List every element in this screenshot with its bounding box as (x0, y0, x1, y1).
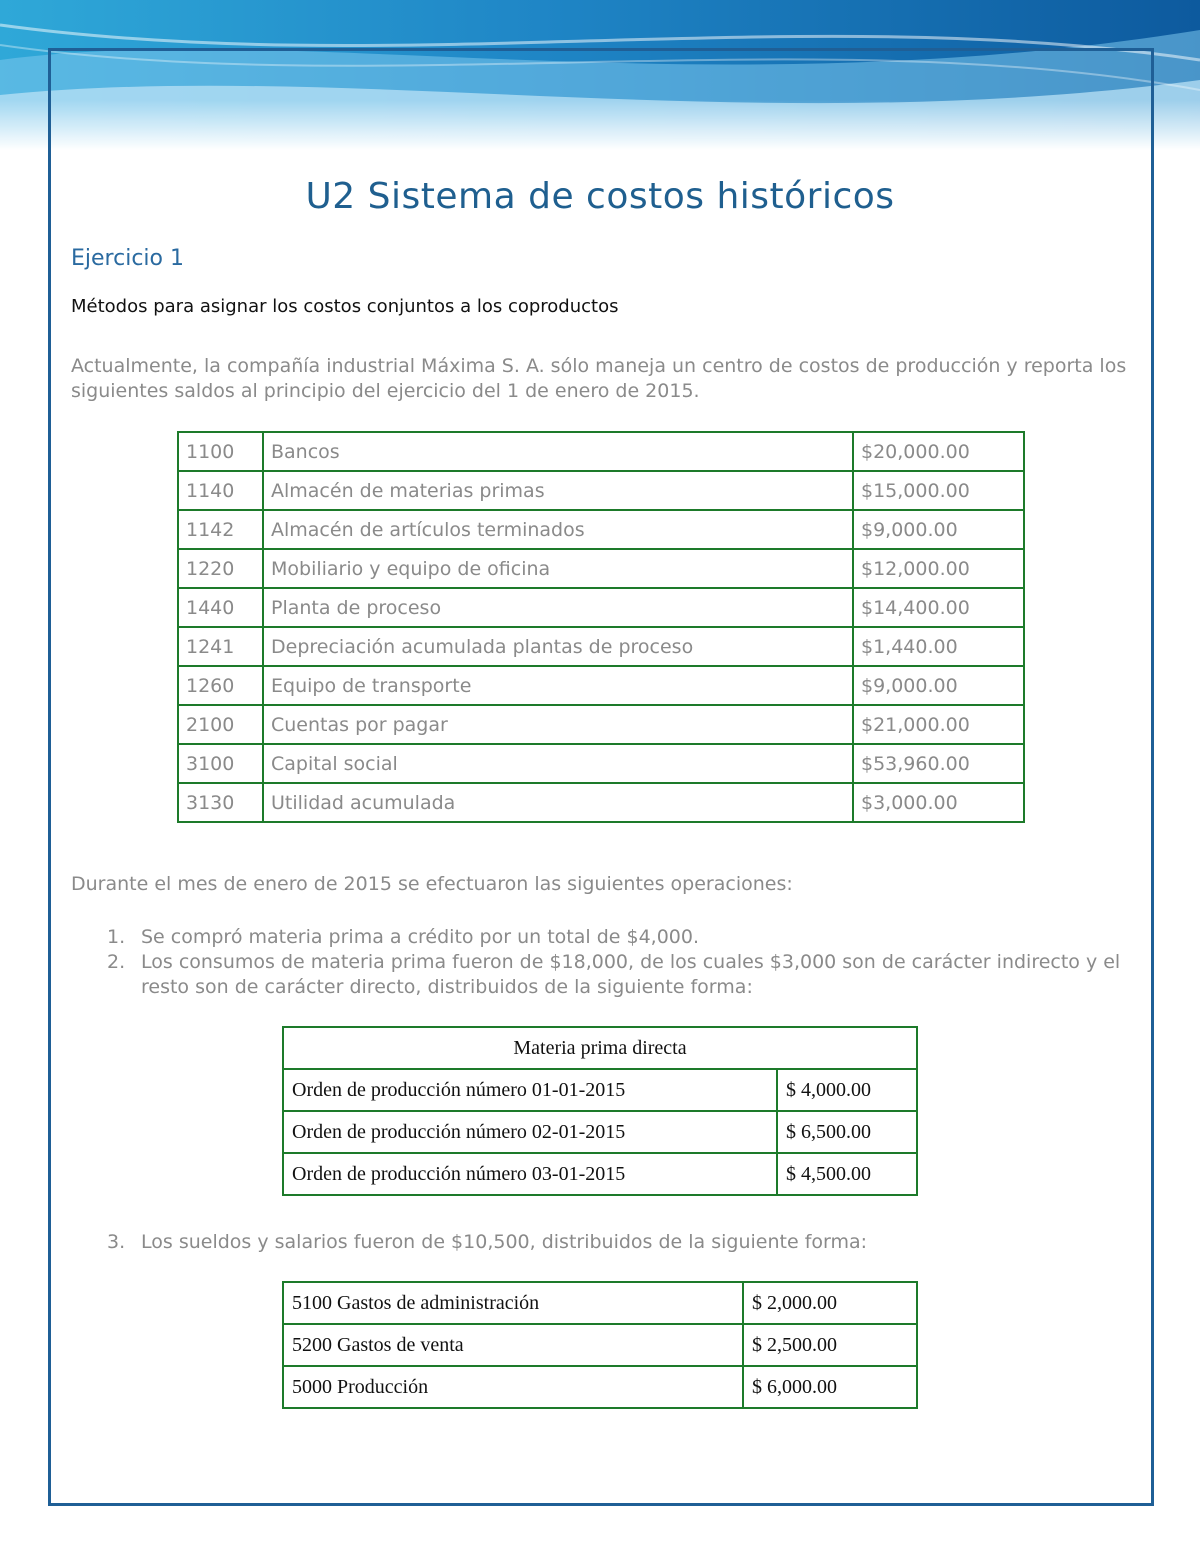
table-row (283, 1027, 917, 1069)
header-banner (0, 0, 1200, 150)
account-code: 1142 (178, 510, 263, 549)
operations-list-continued (71, 1230, 1131, 1255)
account-amount: $9,000.00 (853, 666, 1024, 705)
list-text: Se compró materia prima a crédito por un total de $4,000. (141, 926, 700, 948)
account-name: Cuentas por pagar (263, 705, 853, 744)
table-row (283, 1069, 917, 1111)
list-text: Los sueldos y salarios fueron de $10,500, distribuidos de la siguiente forma: (141, 1231, 868, 1253)
table-row (178, 588, 1024, 627)
table-row (283, 1111, 917, 1153)
list-item (71, 925, 1131, 950)
table-row (283, 1366, 917, 1408)
account-code: 2100 (178, 705, 263, 744)
account-code: 1220 (178, 549, 263, 588)
list-number: 3. (107, 1231, 126, 1253)
table-row (283, 1324, 917, 1366)
account-amount: $9,000.00 (853, 510, 1024, 549)
table-row (178, 510, 1024, 549)
row-amount: $ 4,000.00 (777, 1069, 917, 1111)
table-row (283, 1153, 917, 1195)
account-amount: $12,000.00 (853, 549, 1024, 588)
table-row (283, 1282, 917, 1324)
table-row (178, 783, 1024, 822)
account-name: Planta de proceso (263, 588, 853, 627)
account-name: Mobiliario y equipo de oficina (263, 549, 853, 588)
table-row (178, 666, 1024, 705)
account-name: Equipo de transporte (263, 666, 853, 705)
account-amount: $1,440.00 (853, 627, 1024, 666)
operations-intro: Durante el mes de enero de 2015 se efectuaron las siguientes operaciones: (71, 873, 793, 895)
salaries-table (282, 1281, 918, 1409)
row-amount: $ 2,500.00 (743, 1324, 917, 1366)
exercise-heading: Ejercicio 1 (71, 246, 184, 271)
account-code: 1241 (178, 627, 263, 666)
table-row (178, 705, 1024, 744)
account-amount: $53,960.00 (853, 744, 1024, 783)
raw-material-table (282, 1026, 918, 1196)
operations-list (71, 925, 1131, 1000)
row-amount: $ 6,500.00 (777, 1111, 917, 1153)
row-amount: $ 6,000.00 (743, 1366, 917, 1408)
account-name: Utilidad acumulada (263, 783, 853, 822)
opening-balances-body (178, 432, 1024, 822)
account-code: 3100 (178, 744, 263, 783)
table-row (178, 549, 1024, 588)
row-label: 5000 Producción (283, 1366, 743, 1408)
row-label: 5100 Gastos de administración (283, 1282, 743, 1324)
row-amount: $ 2,000.00 (743, 1282, 917, 1324)
account-amount: $21,000.00 (853, 705, 1024, 744)
page-title: U2 Sistema de costos históricos (305, 176, 895, 217)
account-name: Depreciación acumulada plantas de proceso (263, 627, 853, 666)
row-label: Orden de producción número 03-01-2015 (283, 1153, 777, 1195)
row-label: 5200 Gastos de venta (283, 1324, 743, 1366)
account-name: Bancos (263, 432, 853, 471)
list-number: 2. (107, 951, 126, 973)
table-row (178, 432, 1024, 471)
account-code: 1440 (178, 588, 263, 627)
opening-balances-table (177, 431, 1025, 823)
table-row (178, 744, 1024, 783)
account-code: 1100 (178, 432, 263, 471)
account-name: Almacén de materias primas (263, 471, 853, 510)
banner-graphic (0, 0, 1200, 150)
account-amount: $15,000.00 (853, 471, 1024, 510)
table-header: Materia prima directa (283, 1027, 917, 1069)
account-code: 1260 (178, 666, 263, 705)
intro-paragraph: Actualmente, la compañía industrial Máxima S. A. sólo maneja un centro de costos de producción y reporta los siguientes saldos al principio del ejercicio del 1 de enero de 2015. (71, 355, 1127, 402)
row-label: Orden de producción número 01-01-2015 (283, 1069, 777, 1111)
account-name: Capital social (263, 744, 853, 783)
account-amount: $20,000.00 (853, 432, 1024, 471)
table-row (178, 627, 1024, 666)
table-row (178, 471, 1024, 510)
account-code: 3130 (178, 783, 263, 822)
account-name: Almacén de artículos terminados (263, 510, 853, 549)
row-amount: $ 4,500.00 (777, 1153, 917, 1195)
account-amount: $14,400.00 (853, 588, 1024, 627)
account-amount: $3,000.00 (853, 783, 1024, 822)
list-text: Los consumos de materia prima fueron de $18,000, de los cuales $3,000 son de carácter indirecto y el resto son de carácter directo, distribuidos de la siguiente forma: (141, 951, 1121, 998)
list-item (71, 1230, 1131, 1255)
list-number: 1. (107, 926, 126, 948)
list-item (71, 950, 1131, 1000)
account-code: 1140 (178, 471, 263, 510)
section-subtitle: Métodos para asignar los costos conjuntos a los coproductos (71, 296, 619, 317)
row-label: Orden de producción número 02-01-2015 (283, 1111, 777, 1153)
